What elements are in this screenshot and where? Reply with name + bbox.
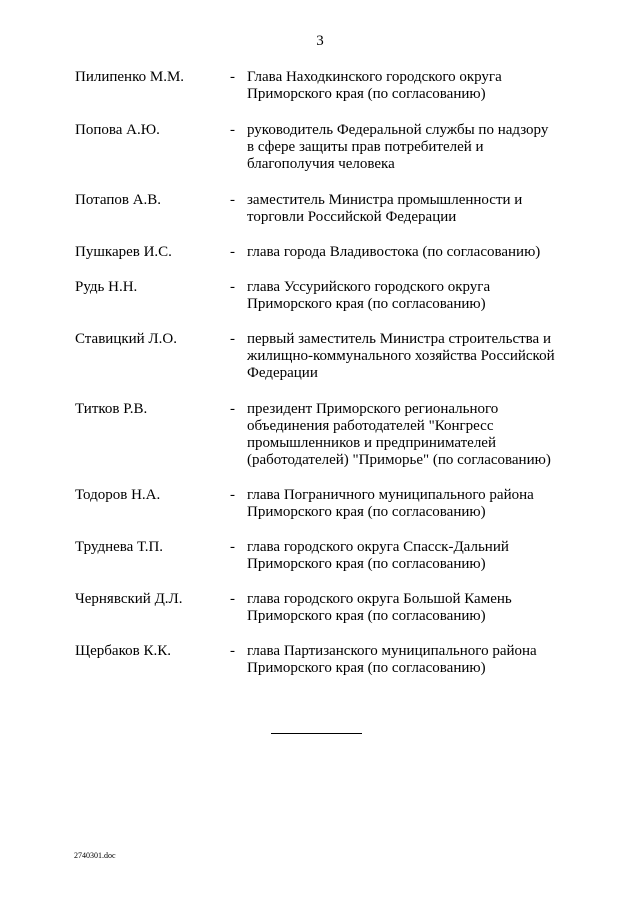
position-line: глава городского округа Большой Камень [247,591,512,607]
page-number: 3 [316,33,324,49]
member-position [247,192,577,226]
position-line: объединения работодателей "Конгресс [247,418,494,434]
position-line: глава города Владивостока (по согласованию) [247,244,541,260]
position-line: Приморского края (по согласованию) [247,608,486,624]
position-line: заместитель Министра промышленности и [247,192,523,208]
member-position [247,122,577,173]
dash-separator: - [230,331,235,347]
dash-separator: - [230,69,235,85]
position-line: жилищно-коммунального хозяйства Российской [247,348,555,364]
position-line: глава Уссурийского городского округа [247,279,491,295]
member-position [247,643,577,677]
position-line: Приморского края (по согласованию) [247,504,486,520]
member-name: Потапов А.В. [75,192,162,208]
member-position [247,487,577,521]
dash-separator: - [230,192,235,208]
position-line: Приморского края (по согласованию) [247,86,486,102]
position-line: торговли Российской Федерации [247,209,457,225]
position-line: (работодателей) "Приморье" (по согласованию) [247,452,551,468]
member-position [247,69,577,103]
member-name: Щербаков К.К. [75,643,171,659]
dash-separator: - [230,487,235,503]
dash-separator: - [230,539,235,555]
member-name: Титков Р.В. [75,401,148,417]
dash-separator: - [230,591,235,607]
member-name: Чернявский Д.Л. [75,591,183,607]
member-name: Тодоров Н.А. [75,487,161,503]
member-name: Пушкарев И.С. [75,244,172,260]
member-position [247,591,577,625]
member-name: Труднева Т.П. [75,539,164,555]
position-line: Глава Находкинского городского округа [247,69,502,85]
member-name: Ставицкий Л.О. [75,331,177,347]
position-line: Приморского края (по согласованию) [247,660,486,676]
position-line: президент Приморского регионального [247,401,499,417]
position-line: в сфере защиты прав потребителей и [247,139,484,155]
member-position [247,244,577,261]
member-position [247,539,577,573]
dash-separator: - [230,643,235,659]
position-line: глава Пограничного муниципального района [247,487,534,503]
position-line: глава Партизанского муниципального района [247,643,537,659]
member-position [247,401,577,469]
member-name: Попова А.Ю. [75,122,160,138]
member-position [247,279,577,313]
member-name: Пилипенко М.М. [75,69,185,85]
position-line: первый заместитель Министра строительства и [247,331,551,347]
member-name: Рудь Н.Н. [75,279,138,295]
position-line: благополучия человека [247,156,395,172]
position-line: Приморского края (по согласованию) [247,296,486,312]
position-line: Федерации [247,365,318,381]
member-position [247,331,577,382]
position-line: руководитель Федеральной службы по надзору [247,122,549,138]
position-line: Приморского края (по согласованию) [247,556,486,572]
dash-separator: - [230,122,235,138]
position-line: промышленников и предпринимателей [247,435,496,451]
dash-separator: - [230,244,235,260]
end-separator-line [271,733,362,734]
dash-separator: - [230,401,235,417]
dash-separator: - [230,279,235,295]
position-line: глава городского округа Спасск-Дальний [247,539,509,555]
footer-filename: 2740301.doc [74,851,116,860]
